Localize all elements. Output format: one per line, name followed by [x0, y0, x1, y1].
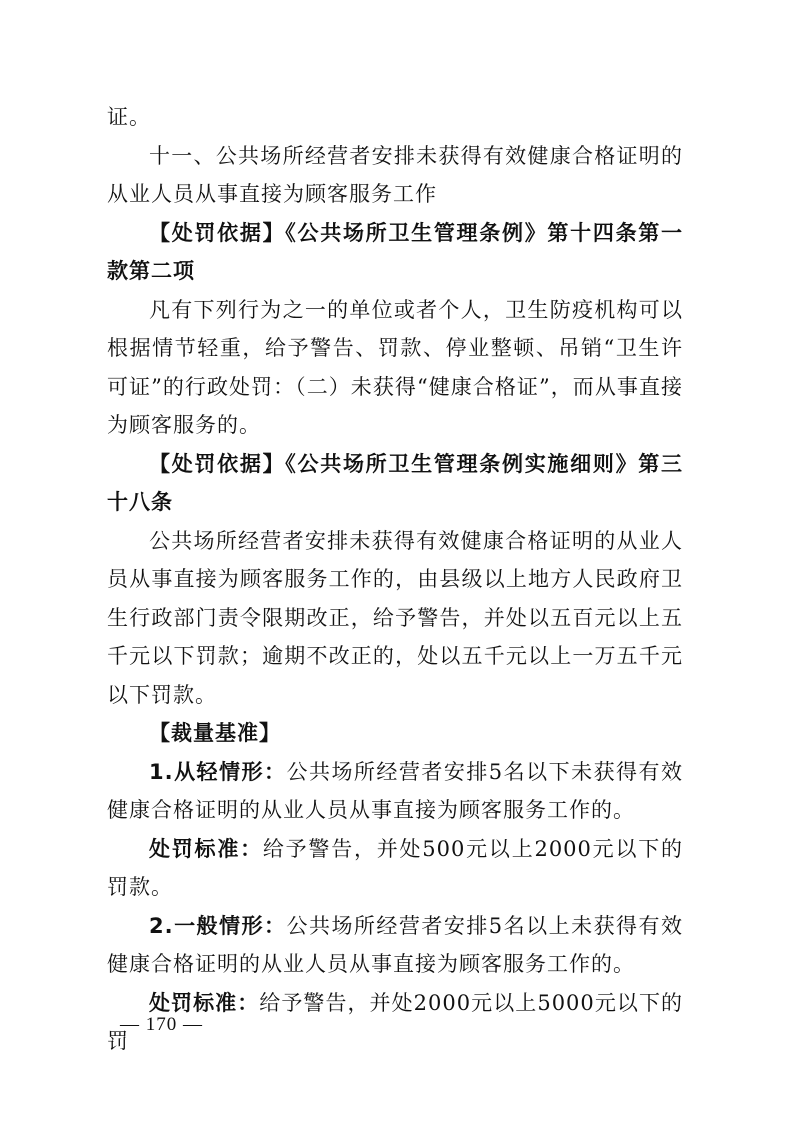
discretion-standard-heading: 【裁量基准】: [149, 720, 281, 745]
item-lead: 处罚标准：: [149, 836, 263, 861]
body-text: [107, 98, 683, 1061]
page-number: — 170 —: [120, 1014, 203, 1035]
discretion-item: [107, 830, 683, 907]
discretion-item: [107, 907, 683, 984]
item-lead: 2.一般情形：: [149, 913, 287, 938]
item-lead: 处罚标准：: [149, 990, 260, 1015]
item-text: 给予警告，并处500元以上2000元以下的罚款。: [107, 836, 684, 899]
item-text: 公共场所经营者安排5名以下未获得有效健康合格证明的从业人员从事直接为顾客服务工作的。: [107, 759, 684, 822]
section-heading: 十一、公共场所经营者安排未获得有效健康合格证明的从业人员从事直接为顾客服务工作: [107, 143, 683, 206]
regulation-text: 凡有下列行为之一的单位或者个人，卫生防疫机构可以根据情节轻重，给予警告、罚款、停业整顿、吊销“卫生许可证”的行政处罚：（二）未获得“健康合格证”，而从事直接为顾客服务的。: [107, 297, 683, 437]
item-text: 公共场所经营者安排5名以上未获得有效健康合格证明的从业人员从事直接为顾客服务工作的。: [107, 913, 684, 976]
penalty-basis-heading: 【处罚依据】《公共场所卫生管理条例实施细则》第三十八条: [107, 450, 683, 514]
discretion-item: [107, 753, 683, 830]
penalty-basis-heading: 【处罚依据】《公共场所卫生管理条例》第十四条第一款第二项: [107, 219, 683, 283]
item-lead: 1.从轻情形：: [149, 759, 287, 784]
item-text: 给予警告，并处2000元以上5000元以下的罚: [107, 990, 683, 1053]
regulation-text: 公共场所经营者安排未获得有效健康合格证明的从业人员从事直接为顾客服务工作的，由县级以上地方人民政府卫生行政部门责令限期改正，给予警告，并处以五百元以上五千元以下罚款；逾期不改正的，处以五千元以上一万五千元以下罚款。: [107, 528, 683, 707]
paragraph-continuation: 证。: [107, 105, 151, 129]
